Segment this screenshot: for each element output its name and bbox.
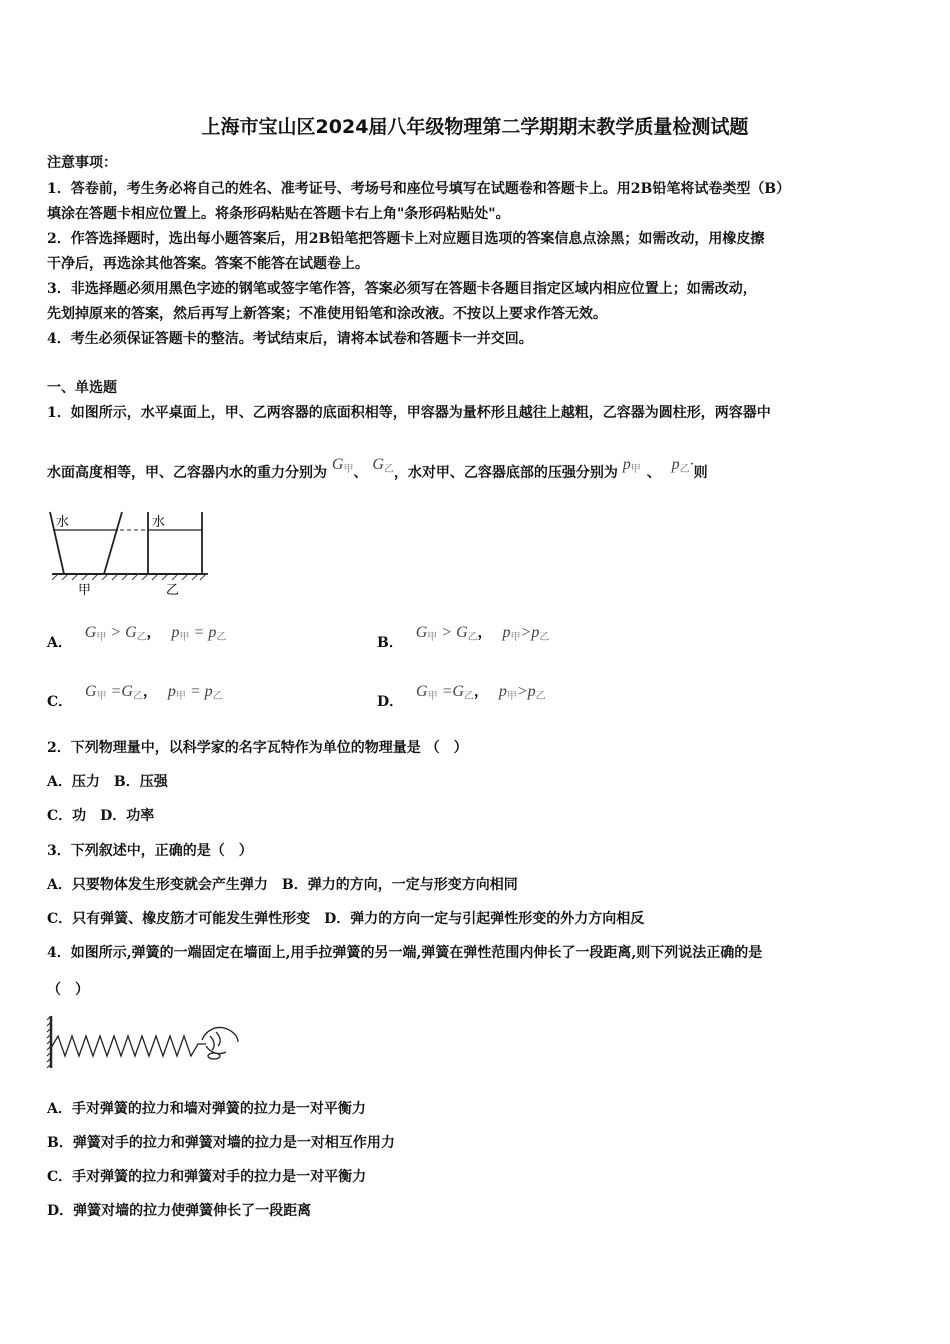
- q3-options-row-1[interactable]: A．只要物体发生形变就会产生弹力 B．弹力的方向，一定与形变方向相同: [47, 877, 518, 893]
- q2-stem: 2．下列物理量中，以科学家的名字瓦特作为单位的物理量是 （ ）: [47, 740, 468, 756]
- q4-option-b[interactable]: B．弹簧对手的拉力和弹簧对墙的拉力是一对相互作用力: [47, 1135, 395, 1151]
- notice-heading: 注意事项：: [47, 155, 117, 171]
- q1-option-c[interactable]: C． $G_甲 =G_乙$， $p_甲 = p_乙$: [47, 683, 223, 710]
- section-heading: 一、单选题: [47, 380, 117, 396]
- notice-line-5: 3．非选择题必须用黑色字迹的钢笔或签字笔作答，答案必须写在答题卡各题目指定区域内相应位置上；如需改动，: [47, 281, 757, 297]
- water-label-jia: 水: [56, 515, 70, 530]
- q4-option-a[interactable]: A．手对弹簧的拉力和墙对弹簧的拉力是一对平衡力: [47, 1101, 366, 1117]
- notice-line-4: 干净后，再选涂其他答案。答案不能答在试题卷上。: [47, 256, 369, 272]
- q1-option-a[interactable]: A． $G_甲 > G_乙$， $p_甲 = p_乙$: [47, 624, 227, 651]
- notice-line-1: 1．答卷前，考生务必将自己的姓名、准考证号、考场号和座位号填写在试题卷和答题卡上。用2B铅笔将试卷类型（B）: [47, 181, 791, 197]
- q4-stem-paren: （ ）: [47, 982, 89, 998]
- math-p-jia: $p_甲$: [622, 456, 641, 475]
- notice-line-2: 填涂在答题卡相应位置上。将条形码粘贴在答题卡右上角"条形码粘贴处"。: [47, 206, 510, 222]
- q2-options-row-2[interactable]: C．功 D．功率: [47, 808, 155, 824]
- q4-stem: 4．如图所示,弹簧的一端固定在墙面上,用手拉弹簧的另一端,弹簧在弹性范围内伸长了一段距离,则下列说法正确的是: [47, 945, 763, 961]
- q4-option-d[interactable]: D．弹簧对墙的拉力使弹簧伸长了一段距离: [47, 1203, 312, 1219]
- label-jia: 甲: [78, 583, 92, 598]
- label-yi: 乙: [166, 583, 180, 598]
- math-G-yi: $G_乙$: [372, 456, 394, 475]
- math-G-jia: $G_甲$: [331, 456, 354, 475]
- page-title: 上海市宝山区2024届八年级物理第二学期期末教学质量检测试题: [201, 116, 749, 138]
- q3-stem: 3．下列叙述中，正确的是（ ）: [47, 843, 253, 859]
- notice-line-6: 先划掉原来的答案，然后再写上新答案；不准使用铅笔和涂改液。不按以上要求作答无效。: [47, 306, 607, 322]
- q1-option-b[interactable]: B． $G_甲 > G_乙$， $p_甲>p_乙$: [377, 624, 550, 651]
- notice-line-7: 4．考生必须保证答题卡的整洁。考试结束后，请将本试卷和答题卡一并交回。: [47, 331, 533, 347]
- notice-line-3: 2．作答选择题时，选出每小题答案后，用2B铅笔把答题卡上对应题目选项的答案信息点涂黑；如需改动，用橡皮擦: [47, 231, 765, 247]
- hand-icon: [202, 1028, 238, 1060]
- q4-option-c[interactable]: C．手对弹簧的拉力和弹簧对手的拉力是一对平衡力: [47, 1169, 367, 1185]
- spring: [51, 1036, 206, 1056]
- water-label-yi: 水: [152, 515, 166, 530]
- q2-options-row-1[interactable]: A．压力 B．压强: [47, 774, 168, 790]
- q1-containers-figure: [48, 508, 208, 600]
- q1-stem-line-1: 1．如图所示，水平桌面上，甲、乙两容器的底面积相等，甲容器为量杯形且越往上越粗，乙容器为圆柱形，两容器中: [47, 405, 771, 421]
- q3-options-row-2[interactable]: C．只有弹簧、橡皮筋才可能发生弹性形变 D．弹力的方向一定与引起弹性形变的外力方向相反: [47, 911, 645, 927]
- q4-spring-figure: [46, 1012, 242, 1072]
- q1-stem-line-2: 水面高度相等，甲、乙容器内水的重力分别为 $G_甲$、 $G_乙$，水对甲、乙容器底部的压强分别为 $p_甲$ 、 $p_乙\cdot$则: [47, 456, 708, 481]
- math-p-yi: $p_乙\cdot$: [671, 456, 694, 475]
- q1-option-d[interactable]: D． $G_甲 =G_乙$， $p_甲>p_乙$: [377, 683, 546, 710]
